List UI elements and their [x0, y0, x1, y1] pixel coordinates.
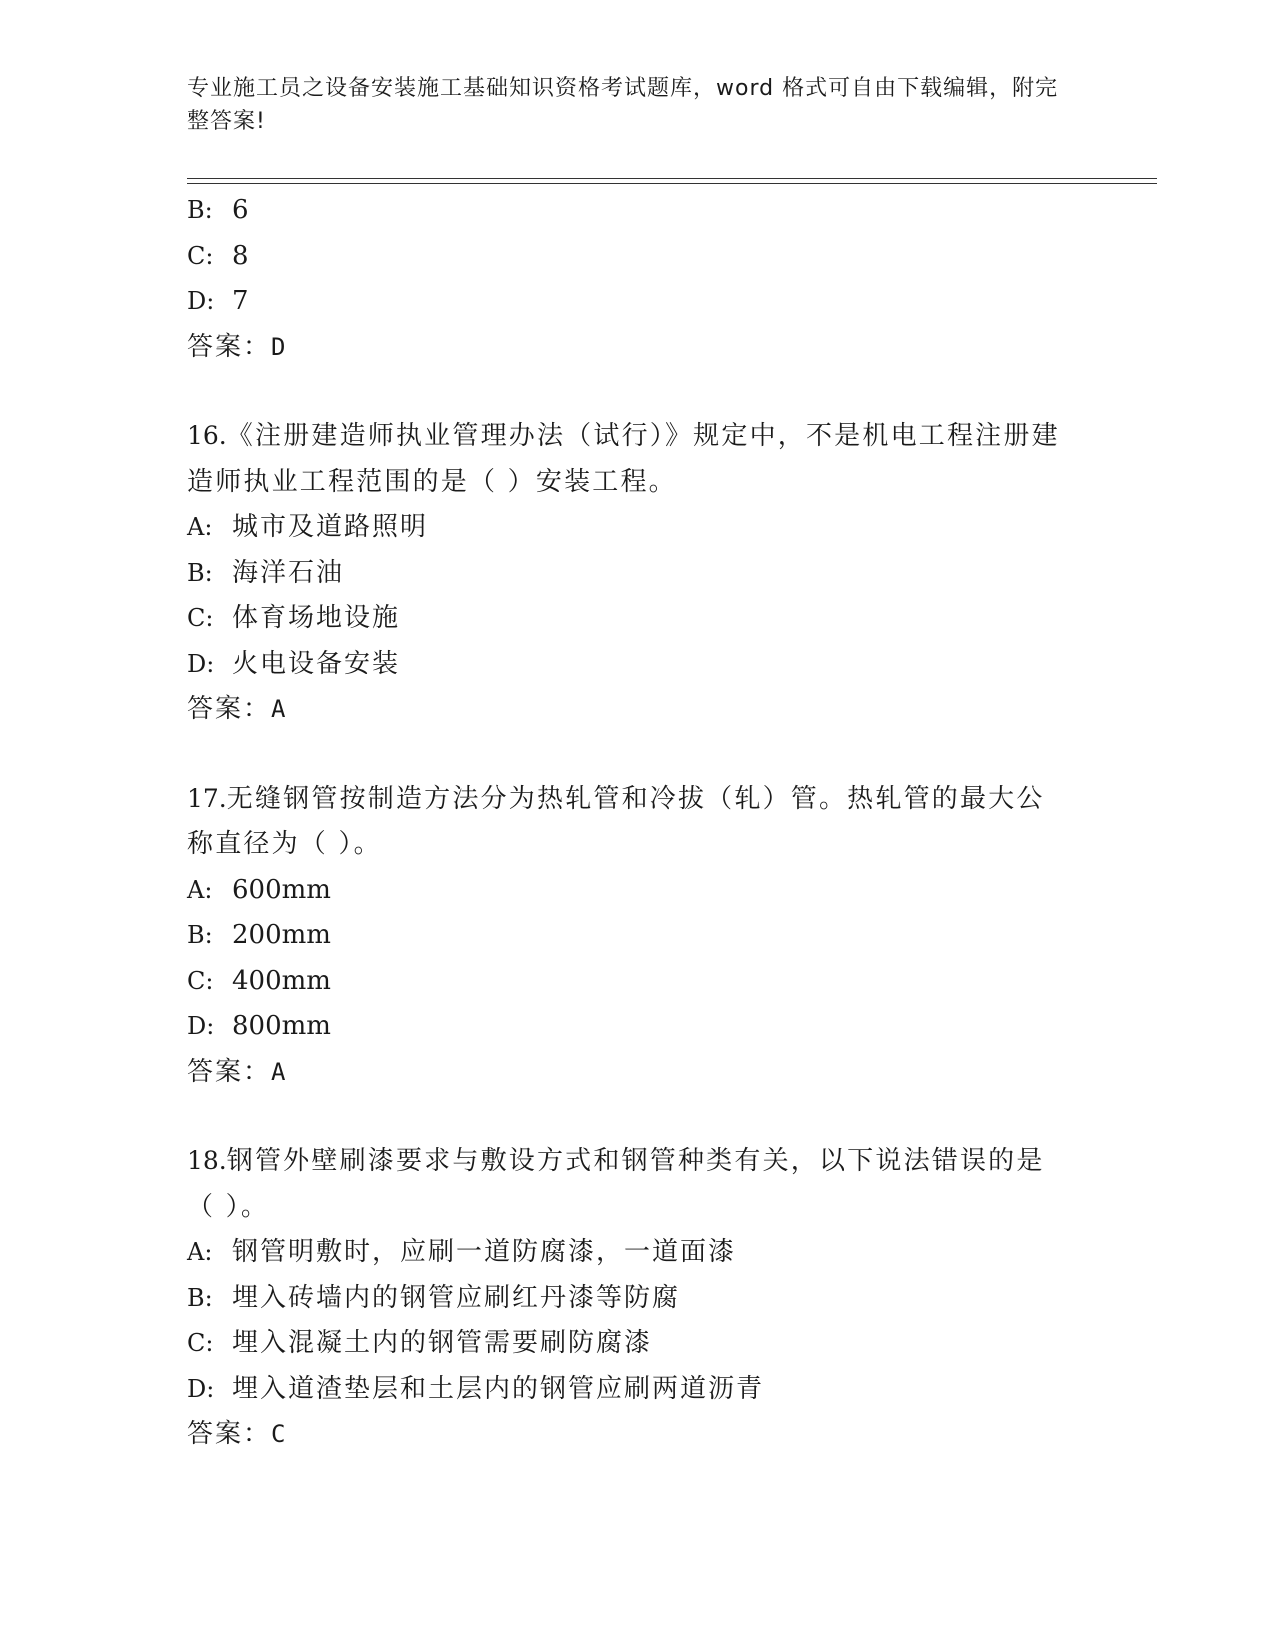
- option-text: 400mm: [232, 965, 331, 996]
- question-17: [187, 776, 1157, 1096]
- answer-line: [187, 1050, 1157, 1096]
- option-c: [187, 959, 1157, 1005]
- question-number: 16.: [187, 421, 227, 450]
- document-page: [187, 0, 1157, 1650]
- option-d: [187, 1367, 1157, 1413]
- option-text: 钢管明敷时，应刷一道防腐漆，一道面漆: [232, 1237, 737, 1267]
- question-text: 钢管外壁刷漆要求与敷设方式和钢管种类有关，以下说法错误的是（ ）。: [187, 1146, 1045, 1222]
- answer-label: 答案：: [187, 694, 272, 724]
- option-key: D:: [187, 287, 215, 315]
- answer-value: A: [271, 1057, 286, 1086]
- answer-label: 答案：: [187, 1419, 272, 1449]
- question-18: [187, 1138, 1157, 1458]
- option-key: D:: [187, 1012, 215, 1040]
- question-number: 18.: [187, 1146, 227, 1175]
- option-key: C:: [187, 604, 214, 632]
- option-text: 火电设备安装: [232, 648, 401, 679]
- answer-label: 答案：: [187, 1056, 272, 1087]
- option-text: 体育场地设施: [232, 603, 401, 633]
- option-c: [187, 1321, 1157, 1367]
- option-key: C:: [187, 1329, 214, 1357]
- option-text: 800mm: [232, 1011, 331, 1041]
- header-divider-top: [187, 178, 1157, 179]
- option-text: 8: [232, 240, 249, 271]
- option-key: B:: [187, 558, 213, 587]
- answer-line: [187, 1412, 1157, 1458]
- option-c: [187, 234, 1157, 280]
- option-text: 埋入砖墙内的钢管应刷红丹漆等防腐: [232, 1282, 681, 1313]
- option-text: 6: [232, 195, 249, 225]
- answer-value: A: [271, 695, 286, 723]
- answer-value: D: [271, 332, 286, 361]
- option-c: [187, 596, 1157, 642]
- option-key: C:: [187, 241, 214, 270]
- option-key: B:: [187, 196, 213, 224]
- option-text: 7: [232, 286, 249, 316]
- option-key: A:: [187, 1238, 213, 1266]
- page-header: [187, 72, 1067, 138]
- option-text: 600mm: [232, 874, 331, 905]
- option-b: [187, 913, 1157, 959]
- option-key: B:: [187, 921, 213, 949]
- option-d: [187, 279, 1157, 325]
- answer-label: 答案：: [187, 331, 272, 362]
- header-divider-bottom: [187, 183, 1157, 184]
- question-list: [187, 188, 1157, 1458]
- option-text: 埋入道渣垫层和土层内的钢管应刷两道沥青: [232, 1373, 765, 1404]
- option-text: 200mm: [232, 920, 331, 950]
- option-text: 埋入混凝土内的钢管需要刷防腐漆: [232, 1328, 653, 1358]
- option-a: [187, 505, 1157, 551]
- option-a: [187, 1230, 1157, 1276]
- option-text: 城市及道路照明: [232, 512, 429, 542]
- header-title: 专业施工员之设备安装施工基础知识资格考试题库，word 格式可自由下载编辑，附完整答案!: [187, 76, 1059, 134]
- answer-line: [187, 325, 1157, 371]
- option-text: 海洋石油: [232, 557, 345, 588]
- option-key: D:: [187, 1374, 215, 1403]
- question-continued: [187, 188, 1157, 370]
- option-d: [187, 642, 1157, 688]
- answer-line: [187, 687, 1157, 733]
- option-b: [187, 1276, 1157, 1322]
- option-key: D:: [187, 649, 215, 678]
- question-text: 《注册建造师执业管理办法（试行）》规定中，不是机电工程注册建造师执业工程范围的是（ ）安装工程。: [187, 421, 1060, 497]
- option-key: A:: [187, 875, 213, 904]
- option-key: B:: [187, 1283, 213, 1312]
- option-key: A:: [187, 513, 213, 541]
- option-key: C:: [187, 966, 214, 995]
- question-stem: [187, 413, 1067, 505]
- answer-value: C: [271, 1420, 286, 1448]
- question-stem: [187, 776, 1067, 868]
- option-b: [187, 188, 1157, 234]
- question-stem: [187, 1138, 1067, 1230]
- question-text: 无缝钢管按制造方法分为热轧管和冷拔（轧）管。热轧管的最大公称直径为（ ）。: [187, 783, 1045, 859]
- option-a: [187, 868, 1157, 914]
- question-16: [187, 413, 1157, 733]
- option-d: [187, 1004, 1157, 1050]
- question-number: 17.: [187, 783, 227, 813]
- option-b: [187, 551, 1157, 597]
